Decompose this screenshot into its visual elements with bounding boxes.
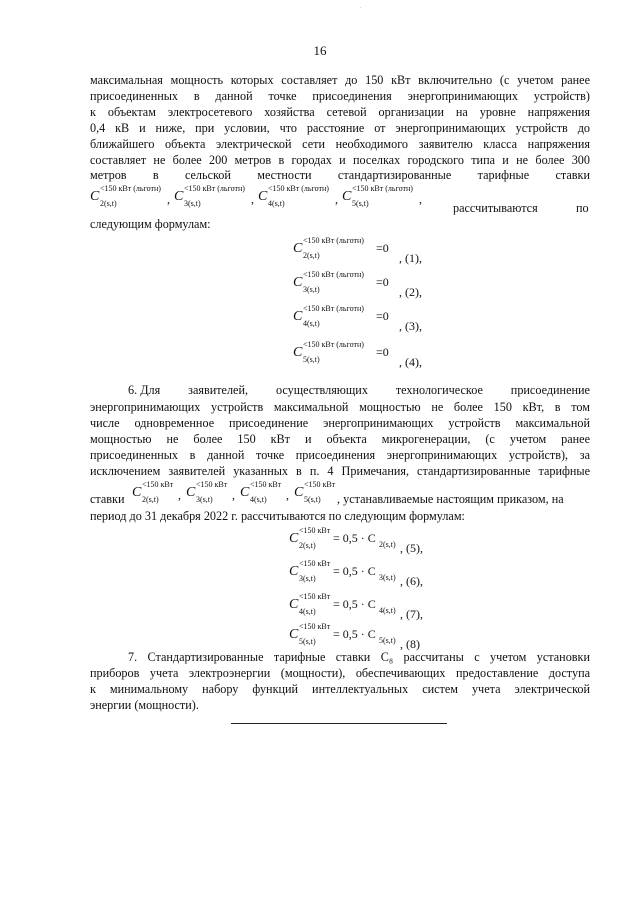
- para6-line-2: энергопринимающих устройств максимальной мощностью не более 150 кВт, в том: [90, 400, 590, 414]
- comma: ,: [286, 488, 289, 502]
- formula-8: C <150 кВт 5(s,t) = 0,5 · C 5(s,t) , (8): [289, 622, 420, 651]
- formula-1: C <150 кВт (льготн) 2(s,t) =0 , (1),: [293, 236, 422, 265]
- para-top-line-9: следующим формулам:: [90, 217, 211, 231]
- para6-after-symbols: , устанавливаемые настоящим приказом, на: [337, 492, 564, 506]
- word: осуществляющих: [275, 383, 368, 397]
- comma: ,: [178, 488, 181, 502]
- symbol-c2-lgoty: C <150 кВт (льготн) 2(s,t): [90, 184, 161, 208]
- separator-line: [231, 723, 447, 724]
- para7-line-3: к минимальному набору функций интеллектуальных систем учета электрической: [90, 682, 590, 696]
- symbol-c4-lgoty: C <150 кВт (льготн) 4(s,t): [258, 184, 329, 208]
- word-po: по: [576, 201, 589, 215]
- para-top-line-1: максимальная мощность которых составляет до 150 кВт включительно (с учетом ранее: [90, 73, 590, 87]
- para-top-line-3: к объектам электросетевого хозяйства сетевой организации на уровне напряжения: [90, 105, 590, 119]
- comma: ,: [167, 192, 170, 206]
- word: 6. Для: [128, 383, 161, 397]
- formula-5: C <150 кВт 2(s,t) = 0,5 · C 2(s,t) , (5),: [289, 526, 423, 555]
- formula-4: C <150 кВт (льготн) 5(s,t) =0 , (4),: [293, 340, 422, 369]
- inline-symbols-lgoty: [90, 182, 430, 212]
- para-top-line-2: присоединенных в данной точке присоединения энергопринимающих устройств): [90, 89, 590, 103]
- symbol-c3-150: C <150 кВт 3(s,t): [186, 480, 228, 504]
- comma: ,: [335, 192, 338, 206]
- formula-2: C <150 кВт (льготн) 3(s,t) =0 , (2),: [293, 270, 422, 299]
- page-number: 16: [313, 43, 327, 58]
- word-rasschityvayutsya: рассчитываются: [453, 201, 538, 215]
- word-stavki: ставки: [90, 492, 125, 506]
- para6-line-8: период до 31 декабря 2022 г. рассчитываются по следующим формулам:: [90, 509, 465, 523]
- word: ставки: [555, 168, 590, 182]
- word: технологическое: [395, 383, 483, 397]
- word: стандартизированные: [337, 168, 452, 182]
- word: местности: [257, 168, 312, 182]
- para-top-line-5: ближайшего объекта электрической сети необходимого заявителю класса напряжения: [90, 137, 590, 151]
- inline-symbols-150: [132, 478, 337, 508]
- word: в: [152, 168, 159, 182]
- para7-line-2: приборов учета электроэнергии (мощности), обеспечивающих предоставление доступа: [90, 666, 590, 680]
- symbol-c4-150: C <150 кВт 4(s,t): [240, 480, 282, 504]
- symbol-c5-lgoty: C <150 кВт (льготн) 5(s,t): [342, 184, 413, 208]
- scan-dot: .: [360, 4, 362, 10]
- para6-line-5: присоединенных в данной точке присоединения энергопринимающих устройств), за: [90, 448, 590, 462]
- para-top-line-6: составляет не более 200 метров в городах и поселках городского типа и не более 300: [90, 153, 590, 167]
- word: заявителей,: [188, 383, 249, 397]
- para7-line-1: 7. Стандартизированные тарифные ставки C₈ рассчитаны с учетом установки: [128, 650, 590, 664]
- comma: ,: [419, 192, 422, 206]
- para6-line-1: [128, 383, 590, 398]
- word: метров: [90, 168, 127, 182]
- symbol-c5-150: C <150 кВт 5(s,t): [294, 480, 336, 504]
- para6-line-3: числе одновременное присоединение энергопринимающих устройств максимальной: [90, 416, 590, 430]
- symbol-c2-150: C <150 кВт 2(s,t): [132, 480, 174, 504]
- comma: ,: [232, 488, 235, 502]
- word: сельской: [184, 168, 231, 182]
- formula-6: C <150 кВт 3(s,t) = 0,5 · C 3(s,t) , (6),: [289, 559, 423, 588]
- word: присоединение: [510, 383, 590, 397]
- para6-line-6: исключением заявителей указанных в п. 4 Примечания, стандартизированные тарифные: [90, 464, 590, 478]
- formula-3: C <150 кВт (льготн) 4(s,t) =0 , (3),: [293, 304, 422, 333]
- para6-line-4: мощностью не более 150 кВт и объекта микрогенерации, (с учетом ранее: [90, 432, 590, 446]
- para-top-line-7: [90, 168, 590, 183]
- para-top-line-4: 0,4 кВ и ниже, при условии, что расстояние от энергопринимающих устройств до: [90, 121, 590, 135]
- comma: ,: [251, 192, 254, 206]
- symbol-c3-lgoty: C <150 кВт (льготн) 3(s,t): [174, 184, 245, 208]
- para7-line-4: энергии (мощности).: [90, 698, 199, 712]
- word: тарифные: [477, 168, 530, 182]
- formula-7: C <150 кВт 4(s,t) = 0,5 · C 4(s,t) , (7),: [289, 592, 423, 621]
